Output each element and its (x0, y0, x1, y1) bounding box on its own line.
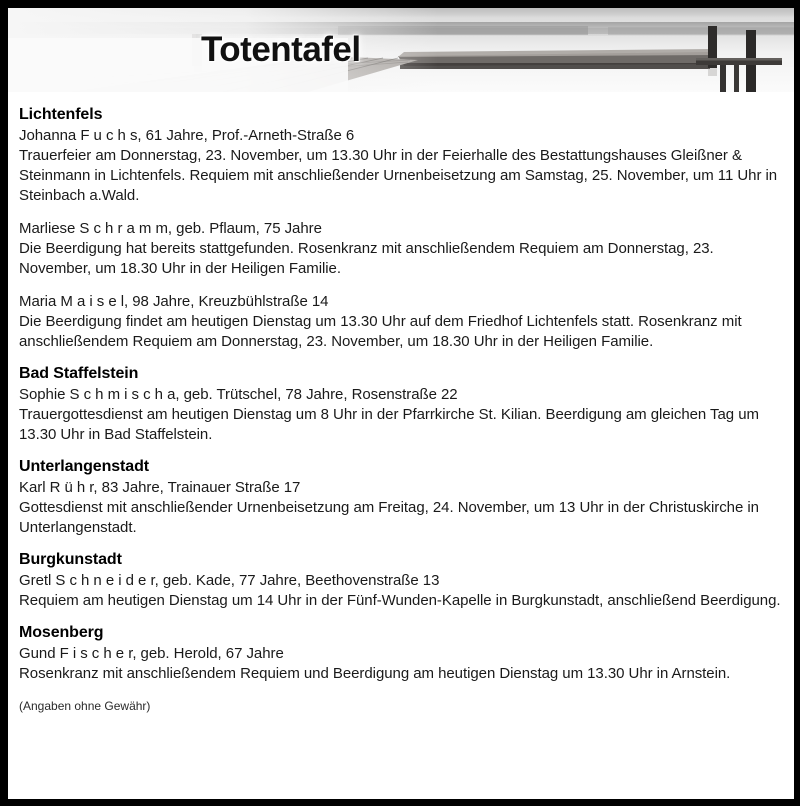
notice-details: Die Beerdigung findet am heutigen Dienstag um 13.30 Uhr auf dem Friedhof Lichtenfels statt. Rosenkranz mit anschließendem Requiem am Donnerstag, 23. November, um 18.30 Uhr in der Heiligen Familie. (19, 313, 742, 350)
section-heading: Bad Staffelstein (19, 365, 139, 382)
section-heading: Burgkunstadt (19, 551, 122, 568)
notice-name: Gretl S c h n e i d e r, geb. Kade, 77 Jahre, Beethovenstraße 13 (19, 572, 440, 589)
section-burgkunstadt (19, 549, 782, 611)
section-bad-staffelstein (19, 363, 782, 445)
obituary-notice (19, 644, 782, 684)
notice-name: Marliese S c h r a m m, geb. Pflaum, 75 Jahre (19, 220, 322, 237)
obituary-notice (19, 571, 782, 611)
obituary-notice (19, 385, 782, 445)
notice-details: Trauergottesdienst am heutigen Dienstag um 8 Uhr in der Pfarrkirche St. Kilian. Beerdigung am gleichen Tag um 13.30 Uhr in Bad Staffelstein. (19, 406, 759, 443)
section-heading: Lichtenfels (19, 106, 103, 123)
notices-content (8, 92, 794, 714)
header-banner (8, 8, 794, 92)
section-unterlangenstadt (19, 456, 782, 538)
notice-name: Johanna F u c h s, 61 Jahre, Prof.-Arneth-Straße 6 (19, 127, 355, 144)
page-title: Totentafel (201, 30, 361, 69)
obituary-notice (19, 219, 782, 279)
page-sheet (8, 8, 794, 799)
section-mosenberg (19, 622, 782, 684)
notice-name: Sophie S c h m i s c h a, geb. Trütschel, 78 Jahre, Rosenstraße 22 (19, 386, 458, 403)
obituary-notice (19, 126, 782, 206)
obituary-notice (19, 292, 782, 352)
section-heading: Mosenberg (19, 624, 104, 641)
notice-name: Karl R ü h r, 83 Jahre, Trainauer Straße 17 (19, 479, 301, 496)
obituary-notice (19, 478, 782, 538)
notice-name: Gund F i s c h e r, geb. Herold, 67 Jahre (19, 645, 284, 662)
disclaimer-text: (Angaben ohne Gewähr) (19, 699, 151, 713)
section-lichtenfels (19, 104, 782, 352)
notice-details: Rosenkranz mit anschließendem Requiem und Beerdigung am heutigen Dienstag um 13.30 Uhr in Arnstein. (19, 665, 731, 682)
notice-details: Trauerfeier am Donnerstag, 23. November, um 13.30 Uhr in der Feierhalle des Bestattungshauses Gleißner & Steinmann in Lichtenfels. Requiem mit anschließender Urnenbeisetzung am Samstag, 25. November, um 11 Uhr in Steinbach a.Wald. (19, 147, 778, 204)
section-heading: Unterlangenstadt (19, 458, 149, 475)
notice-details: Requiem am heutigen Dienstag um 14 Uhr in der Fünf-Wunden-Kapelle in Burgkunstadt, anschließend Beerdigung. (19, 592, 781, 609)
pier-over-lake-photo (8, 8, 794, 92)
notice-details: Die Beerdigung hat bereits stattgefunden. Rosenkranz mit anschließendem Requiem am Donnerstag, 23. November, um 18.30 Uhr in der Heiligen Familie. (19, 240, 714, 277)
notice-name: Maria M a i s e l, 98 Jahre, Kreuzbühlstraße 14 (19, 293, 329, 310)
notice-details: Gottesdienst mit anschließender Urnenbeisetzung am Freitag, 24. November, um 13 Uhr in der Christuskirche in Unterlangenstadt. (19, 499, 759, 536)
